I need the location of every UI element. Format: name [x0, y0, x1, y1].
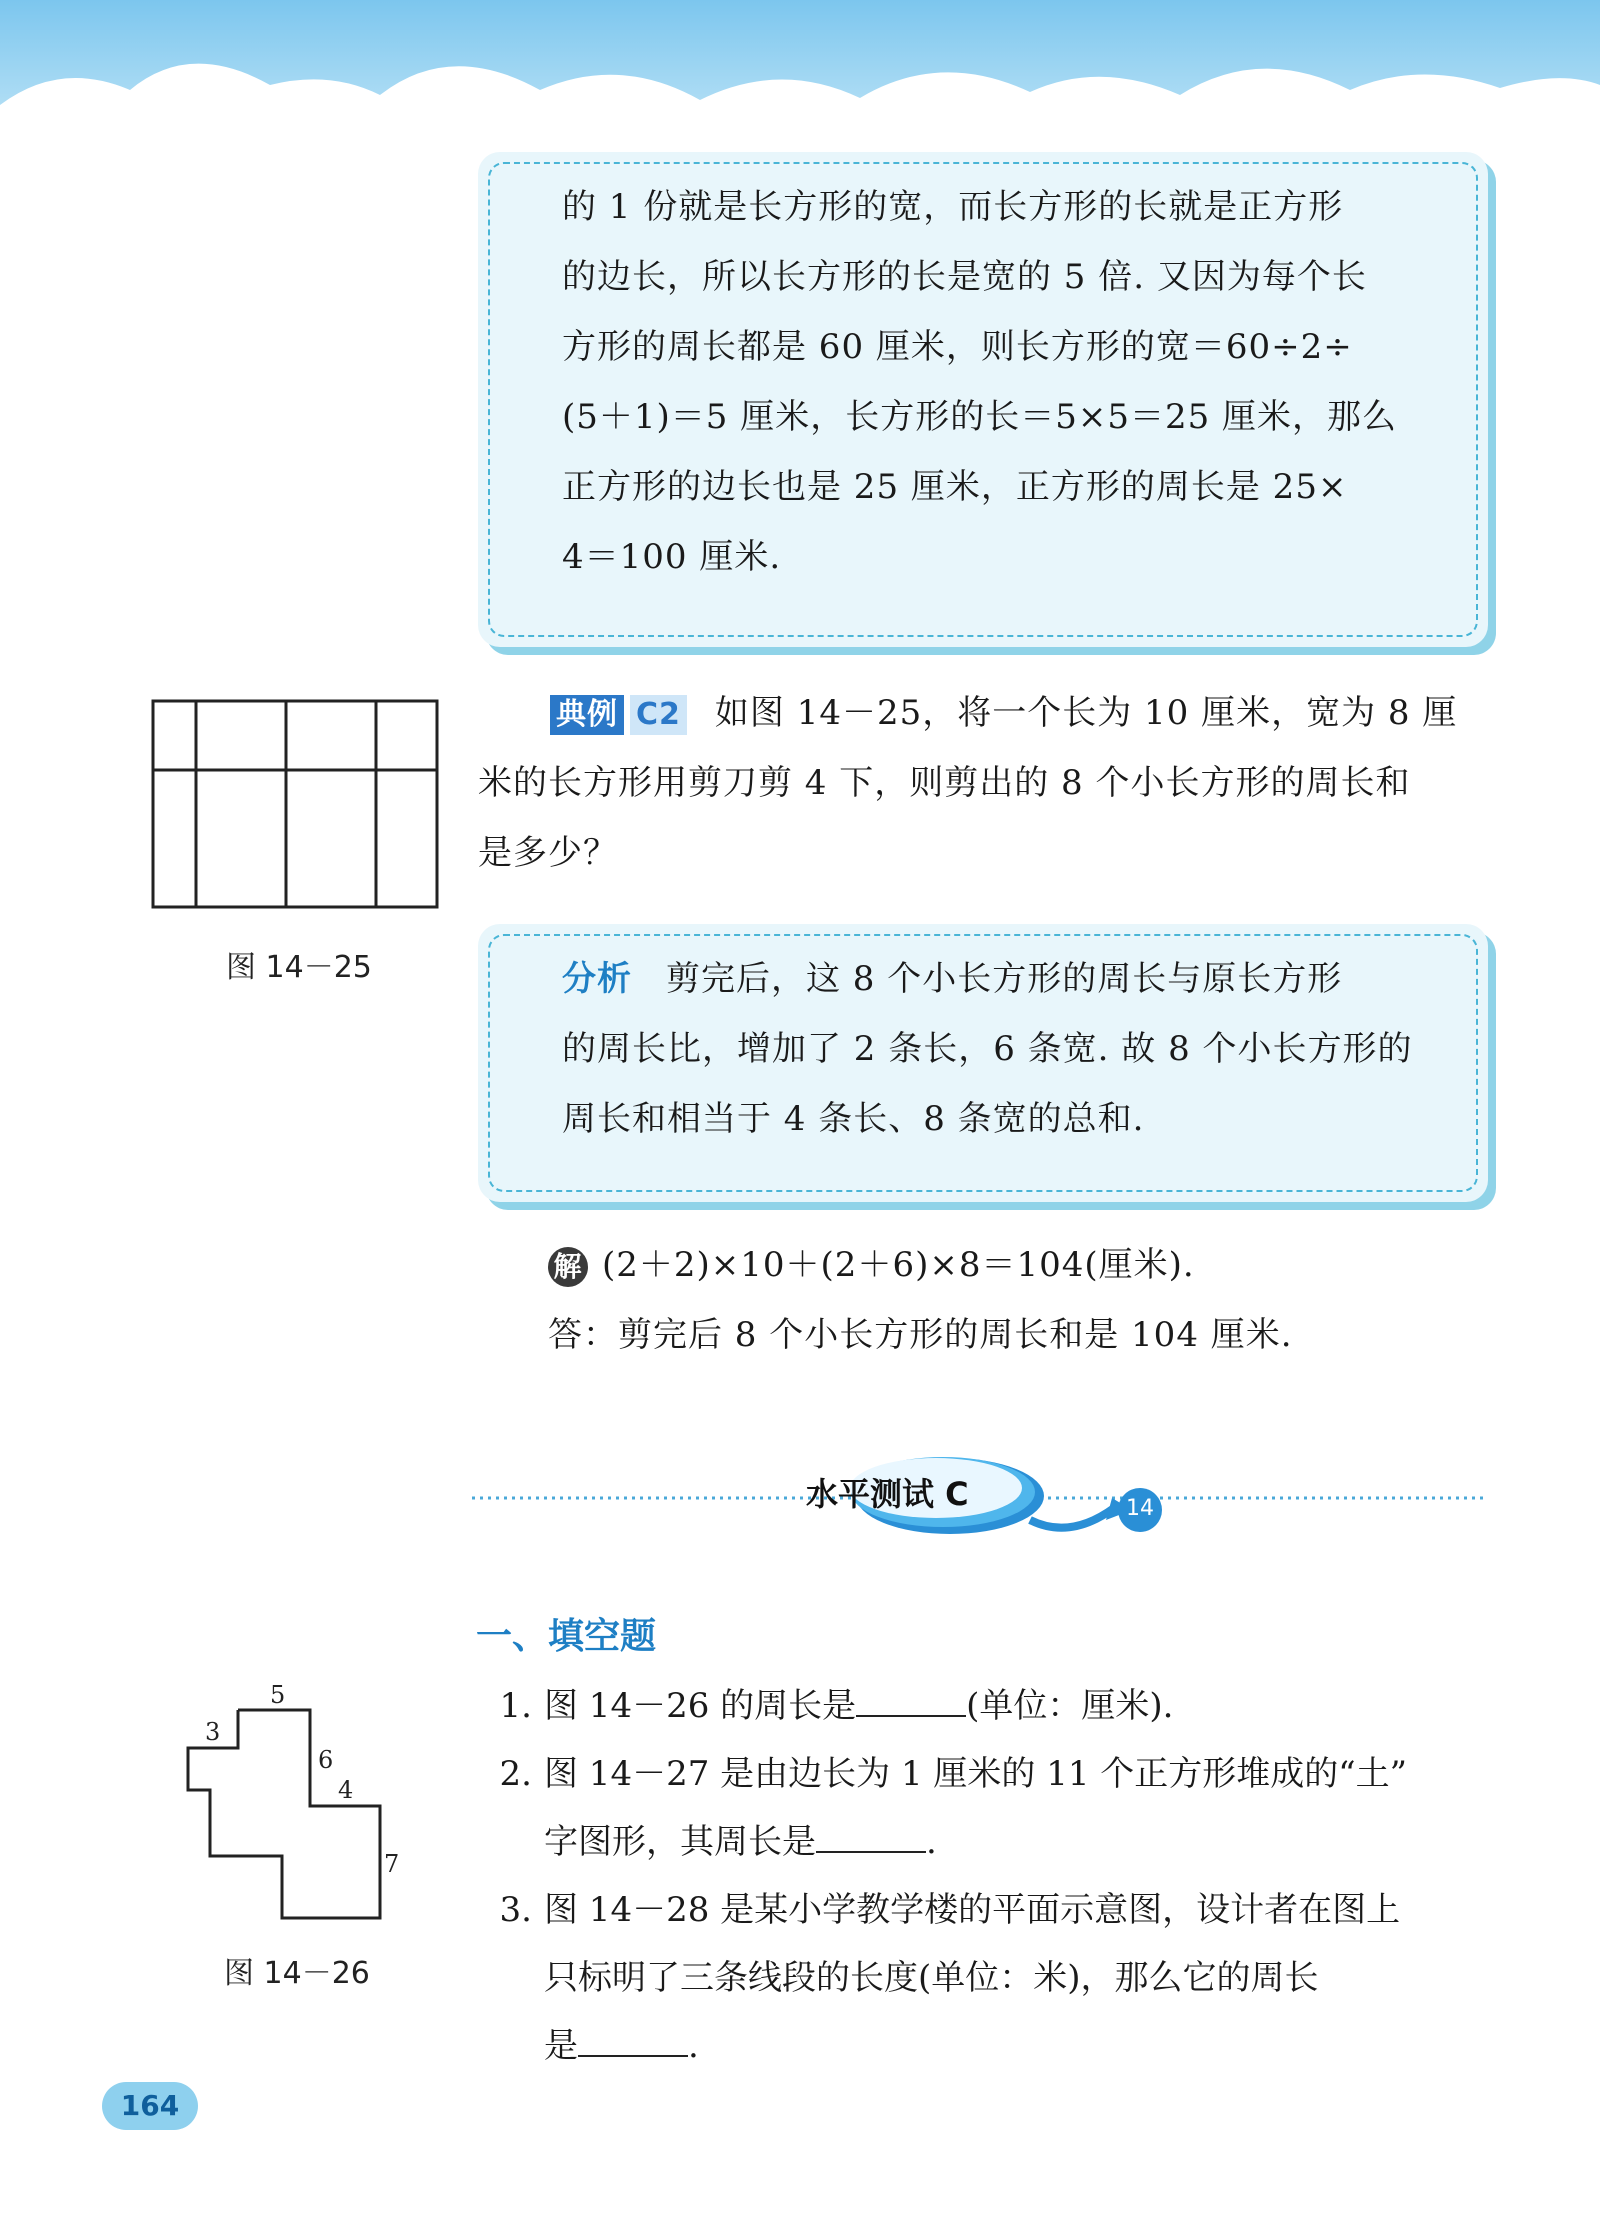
figure-label: 5 — [270, 1681, 286, 1709]
analysis-text — [562, 944, 1413, 1154]
question-3-line-1 — [480, 1876, 1400, 1944]
solution-continuation-text — [562, 172, 1397, 592]
text-line: (5＋1)＝5 厘米，长方形的长＝5×5＝25 厘米，那么 — [562, 397, 1398, 437]
question-text: 只标明了三条线段的长度(单位：米)，那么它的周长 — [544, 1958, 1319, 1998]
figure-label: 4 — [338, 1776, 354, 1804]
answer-blank[interactable] — [816, 1821, 926, 1853]
figure-label: 7 — [384, 1850, 400, 1878]
section-heading: 一、填空题 — [476, 1616, 657, 1657]
example-tag-number: C2 — [630, 695, 687, 735]
text-line: 的周长比，增加了 2 条长，6 条宽. 故 8 个小长方形的 — [562, 1029, 1413, 1069]
text-line: 剪完后，这 8 个小长方形的周长与原长方形 — [666, 959, 1343, 999]
answer-blank[interactable] — [578, 2025, 688, 2057]
text-line: 正方形的边长也是 25 厘米，正方形的周长是 25× — [562, 467, 1348, 507]
text-line: 的 1 份就是长方形的宽，而长方形的长就是正方形 — [562, 187, 1344, 227]
question-text: 是 — [544, 2026, 578, 2066]
example-first-line — [478, 678, 1498, 748]
question-text: 图 14－27 是由边长为 1 厘米的 11 个正方形堆成的“土” — [544, 1754, 1408, 1794]
question-2-line-1 — [480, 1740, 1407, 1808]
figure-14-26 — [170, 1680, 420, 1920]
text-line: 如图 14－25，将一个长为 10 厘米，宽为 8 厘 — [714, 693, 1458, 733]
question-2-line-2 — [480, 1808, 1407, 1876]
question-3-line-3 — [480, 2012, 1400, 2080]
solution — [548, 1230, 1293, 1370]
figure-label: 6 — [318, 1746, 334, 1774]
analysis-first-line — [562, 944, 1413, 1014]
question-text: 字图形，其周长是 — [544, 1822, 816, 1862]
question-2 — [480, 1740, 1407, 1876]
question-1 — [480, 1672, 1174, 1740]
solution-label: 解 — [548, 1247, 588, 1287]
text-line: 4＝100 厘米. — [562, 537, 782, 577]
text-line: 是多少？ — [478, 833, 618, 873]
text-line: 米的长方形用剪刀剪 4 下，则剪出的 8 个小长方形的周长和 — [478, 763, 1411, 803]
level-test-banner — [470, 1448, 1490, 1568]
text-line: 方形的周长都是 60 厘米，则长方形的宽＝60÷2÷ — [562, 327, 1353, 367]
analysis-label: 分析 — [562, 959, 632, 999]
answer-blank[interactable] — [856, 1685, 966, 1717]
figure-label: 3 — [205, 1718, 221, 1746]
question-text: . — [926, 1822, 937, 1862]
question-text: (单位：厘米). — [966, 1686, 1174, 1726]
question-number: 1. — [499, 1686, 532, 1726]
question-number: 3. — [499, 1890, 532, 1930]
page-number: 164 — [102, 2082, 198, 2130]
solution-formula-line — [548, 1230, 1293, 1300]
figure-14-26-caption: 图 14－26 — [224, 1956, 370, 1991]
question-text: . — [688, 2026, 699, 2066]
figure-14-25 — [150, 698, 442, 910]
example-c2 — [478, 678, 1498, 888]
level-test-badge: 14 — [1126, 1496, 1154, 1521]
figure-14-25-caption: 图 14－25 — [226, 950, 372, 985]
question-number: 2. — [499, 1754, 532, 1794]
sky-header-decoration — [0, 0, 1600, 160]
text-line: 的边长，所以长方形的长是宽的 5 倍. 又因为每个长 — [562, 257, 1367, 297]
solution-continuation-box — [478, 152, 1488, 647]
text-line: 周长和相当于 4 条长、8 条宽的总和. — [562, 1099, 1145, 1139]
solution-answer: 答：剪完后 8 个小长方形的周长和是 104 厘米. — [548, 1315, 1293, 1355]
level-test-title: 水平测试 C — [806, 1475, 969, 1513]
example-tag: 典例 — [550, 695, 624, 735]
analysis-box — [478, 924, 1488, 1202]
question-3 — [480, 1876, 1400, 2080]
solution-formula: (2＋2)×10＋(2＋6)×8＝104(厘米). — [602, 1245, 1195, 1285]
question-text: 图 14－28 是某小学教学楼的平面示意图，设计者在图上 — [544, 1890, 1401, 1930]
question-text: 图 14－26 的周长是 — [544, 1686, 857, 1726]
